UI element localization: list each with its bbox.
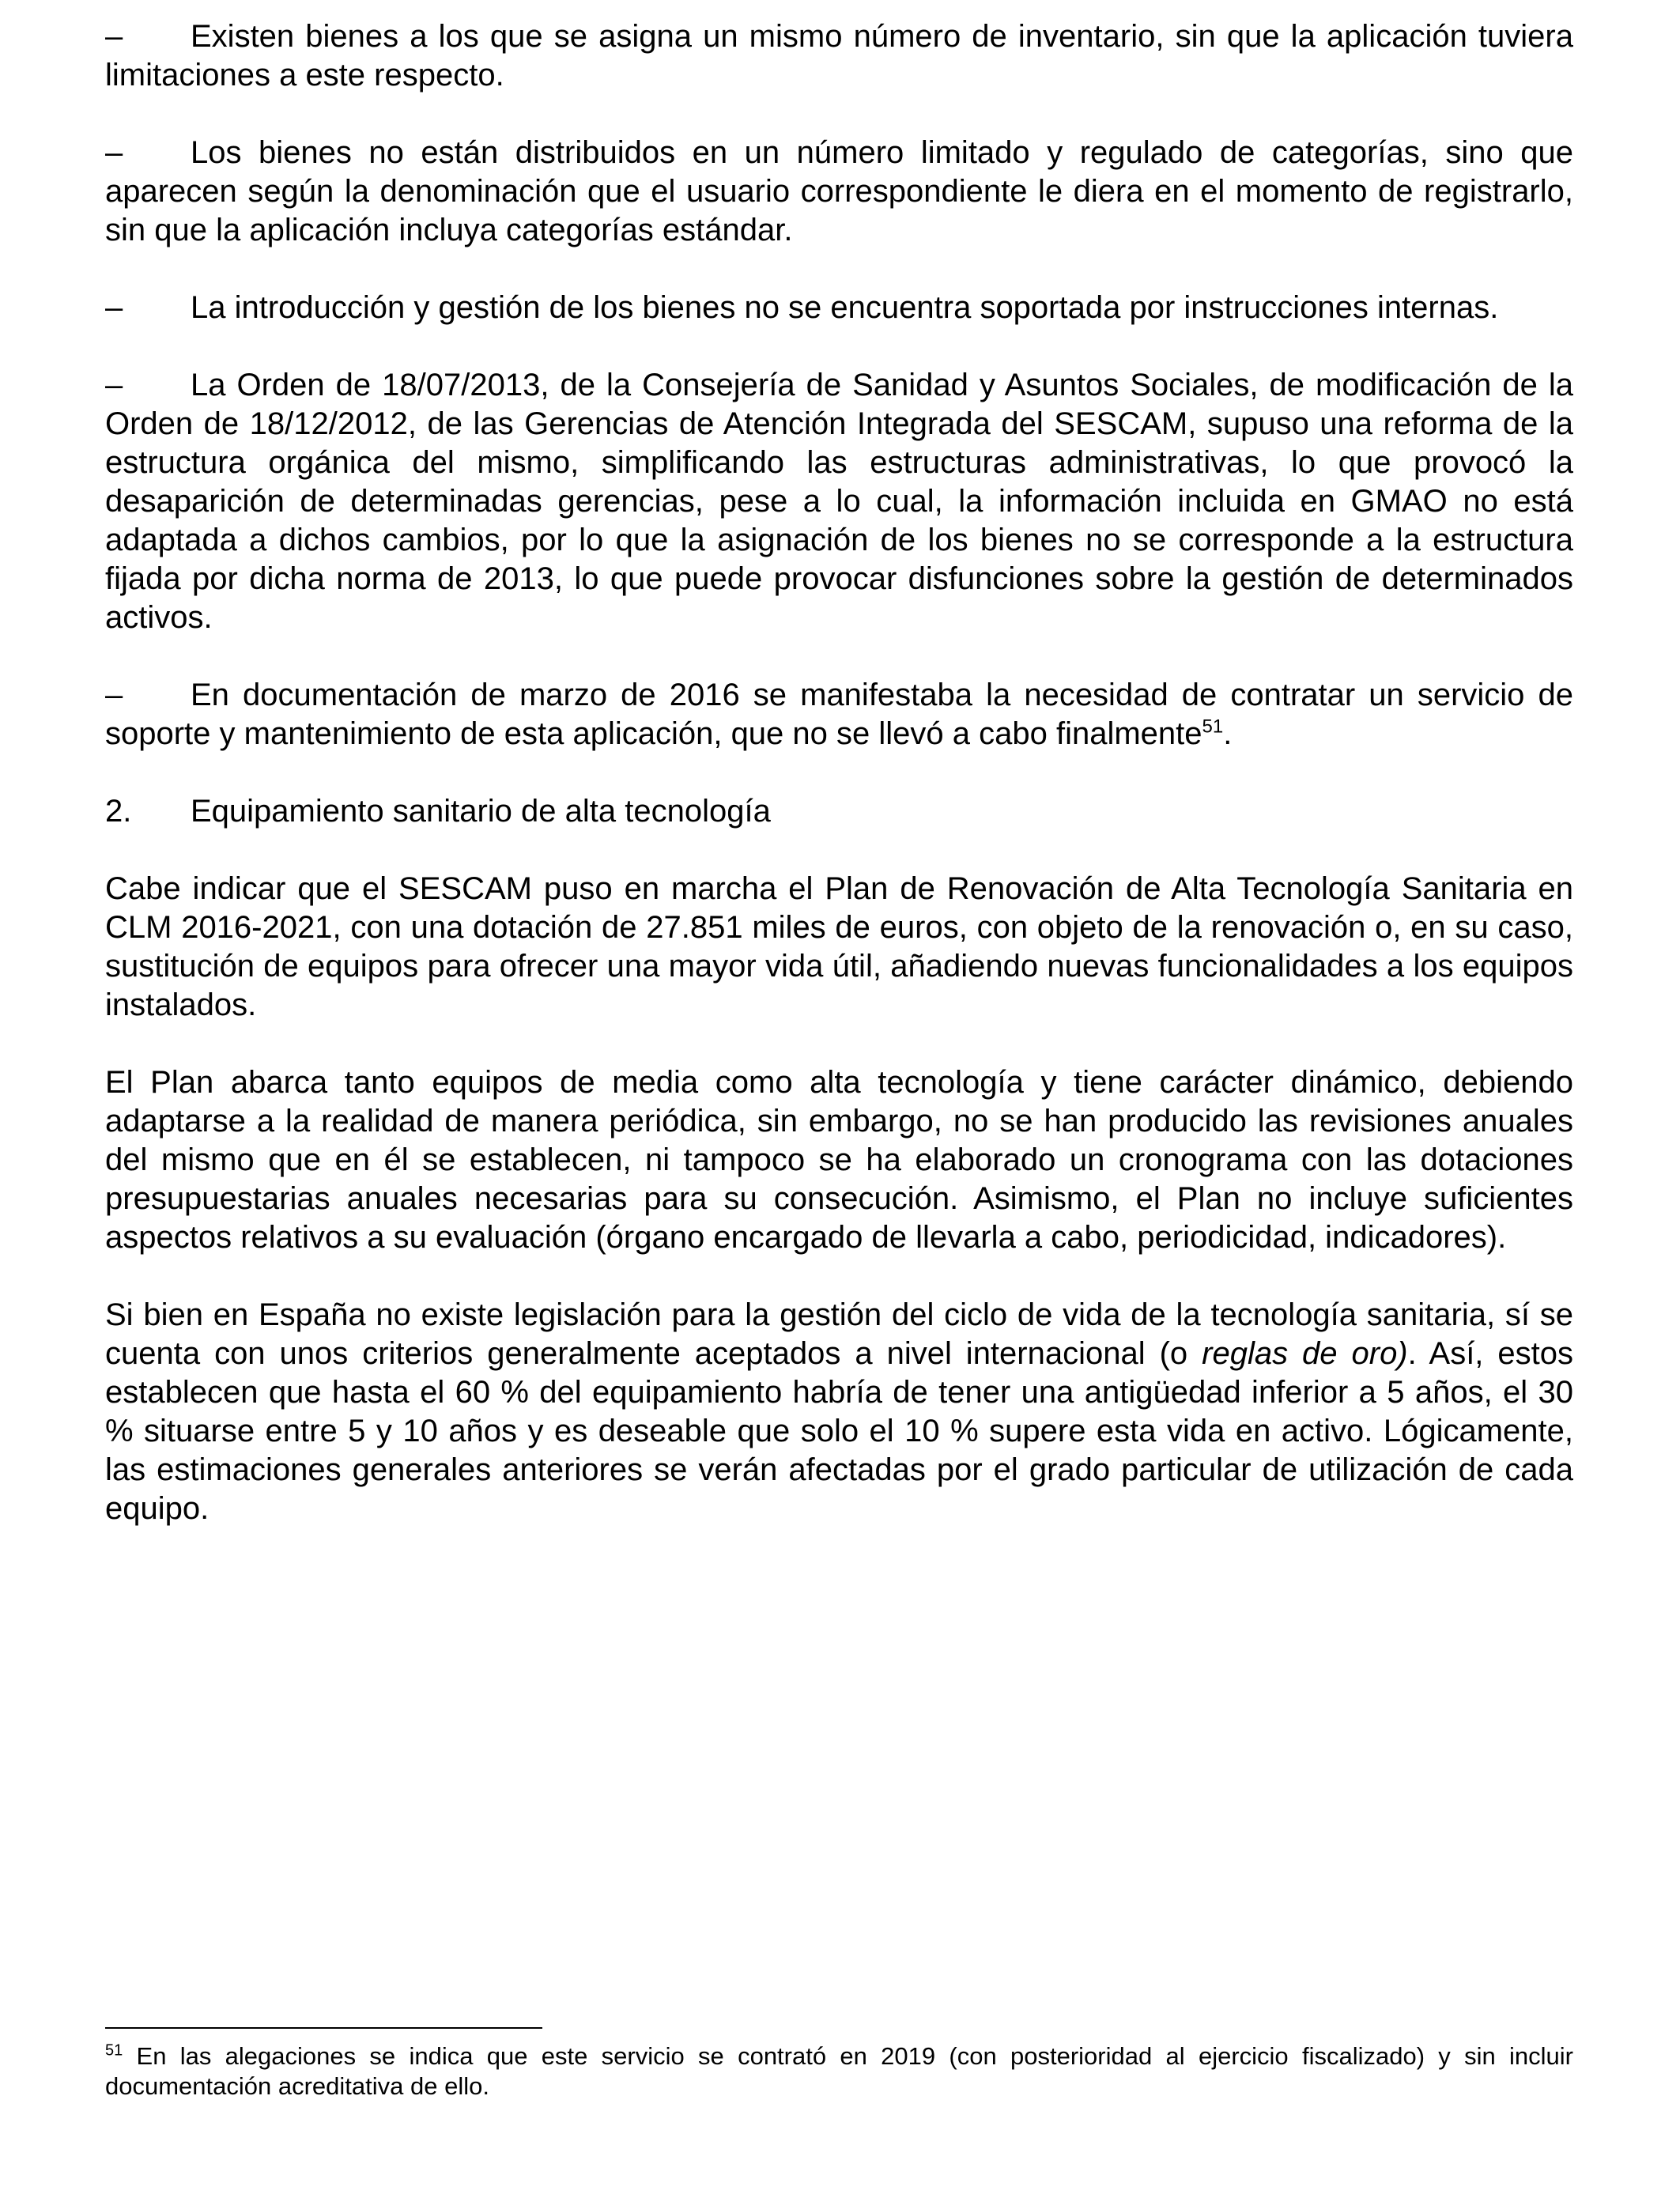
footnote-reference: 51 [1202, 716, 1224, 738]
document-page [105, 17, 1573, 1567]
footnote-divider [105, 2027, 542, 2029]
body-paragraph: El Plan abarca tanto equipos de media como alta tecnología y tiene carácter dinámico, debiendo adaptarse a la realidad de manera periódica, sin embargo, no se han producido las revisiones anuales del mismo que en él se establecen, ni tampoco se ha elaborado un cronograma con las dotaciones presupuestarias anuales necesarias para su consecución. Asimismo, el Plan no incluye suficientes aspectos relativos a su evaluación (órgano encargado de llevarla a cabo, periodicidad, indicadores). [105, 1065, 1573, 1255]
dash-marker: – [105, 368, 123, 402]
footnote [105, 2041, 1573, 2101]
bullet-item [105, 289, 1573, 327]
bullet-text: Existen bienes a los que se asigna un mismo número de inventario, sin que la aplicación tuviera limitaciones a este respecto. [105, 19, 1573, 93]
section-title: Equipamiento sanitario de alta tecnología [191, 794, 771, 829]
paragraph-text: Si bien en España no existe legislación para la gestión del ciclo de vida de la tecnología sanitaria, sí se cuenta con unos criterios generalmente aceptados a nivel internacional (o [105, 1297, 1573, 1371]
bullet-text: Los bienes no están distribuidos en un número limitado y regulado de categorías, sino que aparecen según la denominación que el usuario correspondiente le diera en el momento de registrarlo, sin que la aplicación incluya categorías estándar. [105, 135, 1573, 247]
section-number: 2. [105, 794, 132, 829]
footnote-number: 51 [105, 2041, 123, 2060]
dash-marker: – [105, 19, 123, 54]
bullet-item [105, 676, 1573, 753]
italic-term: reglas de oro) [1202, 1336, 1408, 1371]
body-paragraph [105, 1296, 1573, 1528]
body-paragraph: Cabe indicar que el SESCAM puso en marcha el Plan de Renovación de Alta Tecnología Sanitaria en CLM 2016-2021, con una dotación de 27.851 miles de euros, con objeto de la renovación o, en su caso, sustitución de equipos para ofrecer una mayor vida útil, añadiendo nuevas funcionalidades a los equipos instalados. [105, 871, 1573, 1022]
bullet-item [105, 134, 1573, 250]
bullet-text: La Orden de 18/07/2013, de la Consejería de Sanidad y Asuntos Sociales, de modificación de la Orden de 18/12/2012, de las Gerencias de Atención Integrada del SESCAM, supuso una reforma de la estructura orgánica del mismo, simplificando las estructuras administrativas, lo que provocó la desaparición de determinadas gerencias, pese a lo cual, la información incluida en GMAO no está adaptada a dichos cambios, por lo que la asignación de los bienes no se corresponde a la estructura fijada por dicha norma de 2013, lo que puede provocar disfunciones sobre la gestión de determinados activos. [105, 368, 1573, 635]
dash-marker: – [105, 290, 123, 325]
bullet-text: La introducción y gestión de los bienes no se encuentra soportada por instrucciones internas. [191, 290, 1499, 325]
bullet-item [105, 17, 1573, 95]
dash-marker: – [105, 135, 123, 170]
bullet-item [105, 366, 1573, 637]
section-heading [105, 792, 1573, 831]
bullet-text: En documentación de marzo de 2016 se manifestaba la necesidad de contratar un servicio de soporte y mantenimiento de esta aplicación, que no se llevó a cabo finalmente [105, 678, 1573, 751]
paragraph-text: . Así, estos establecen que hasta el 60 % del equipamiento habría de tener una antigüedad inferior a 5 años, el 30 % situarse entre 5 y 10 años y es deseable que solo el 10 % supere esta vida en activo. Lógicamente, las estimaciones generales anteriores se verán afectadas por el grado particular de utilización de cada equipo. [105, 1336, 1573, 1526]
bullet-text-end: . [1223, 716, 1233, 751]
dash-marker: – [105, 678, 123, 712]
footnote-text: En las alegaciones se indica que este servicio se contrató en 2019 (con posterioridad al ejercicio fiscalizado) y sin incluir documentación acreditativa de ello. [105, 2042, 1573, 2100]
